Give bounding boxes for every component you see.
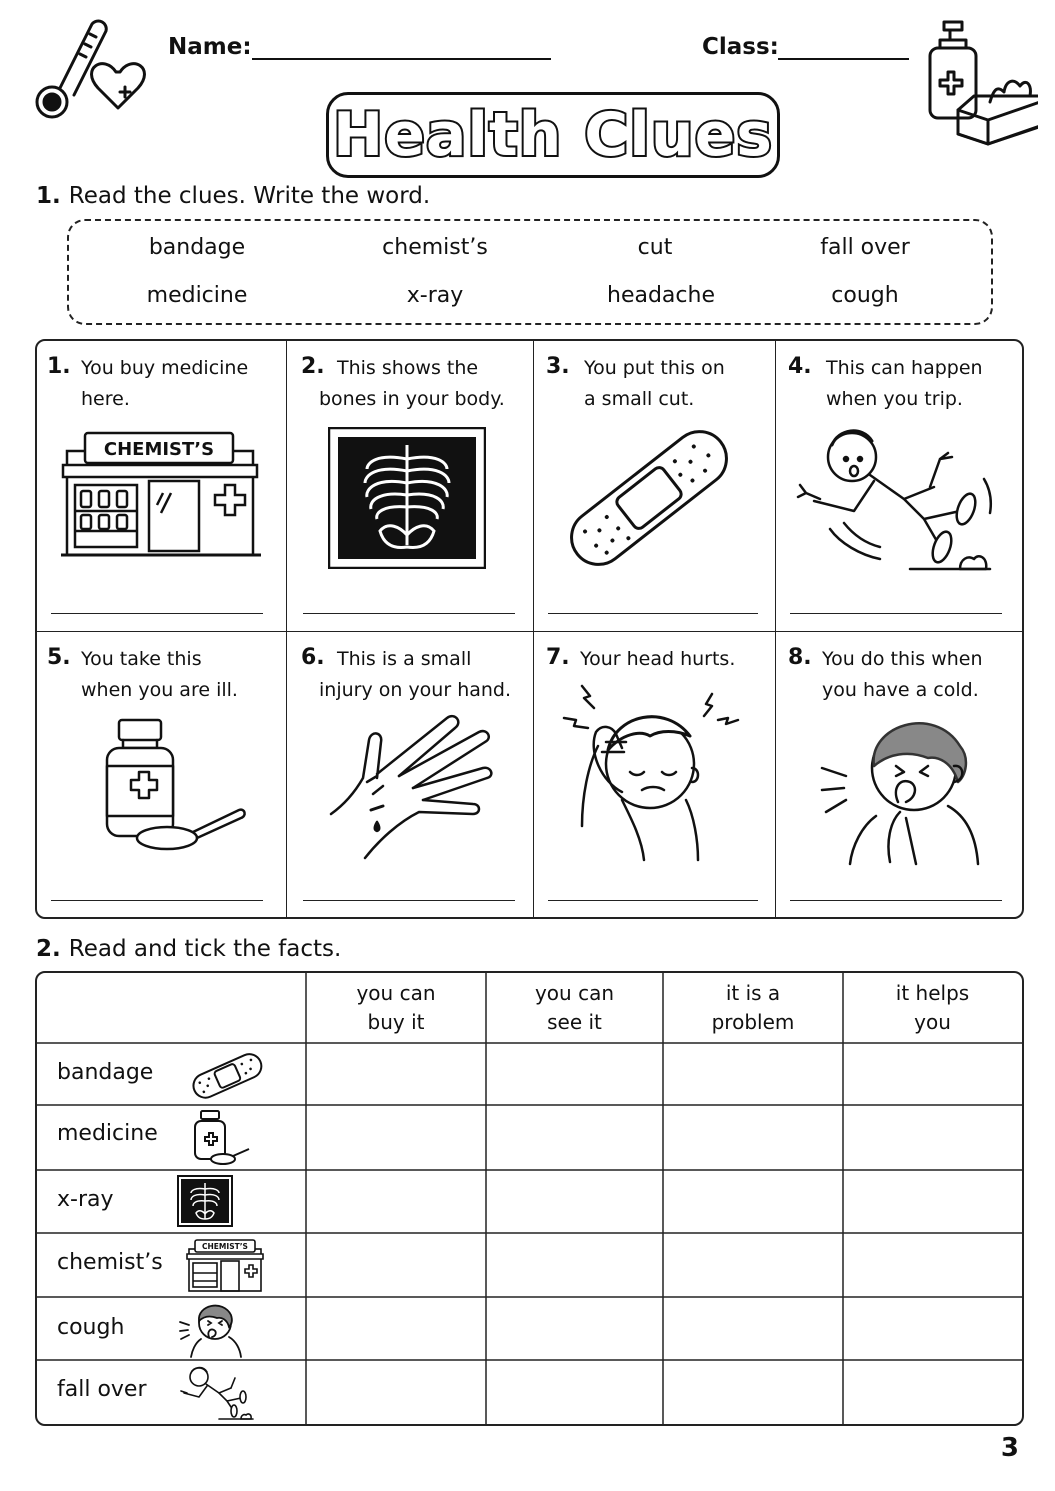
- section2-heading: [36, 936, 341, 962]
- clue-text: You do this when you have a cold.: [822, 648, 983, 701]
- answer-line[interactable]: [548, 900, 758, 901]
- clue-card-6: [287, 632, 534, 917]
- row-label-cough: cough: [57, 1315, 125, 1340]
- answer-line[interactable]: [790, 900, 1002, 901]
- tick-cell[interactable]: [663, 1360, 843, 1424]
- section1-number: 1.: [36, 183, 61, 209]
- clue-card-2: [287, 341, 534, 632]
- x-ray-icon: [177, 1175, 233, 1227]
- cut-hand-icon: [327, 710, 497, 860]
- tick-cell[interactable]: [486, 1043, 663, 1105]
- row-label-fall-over: fall over: [57, 1377, 147, 1402]
- clue-text: This shows the bones in your body.: [319, 357, 505, 410]
- falling-boy-icon: [790, 419, 1000, 579]
- chemist-shop-icon: [59, 431, 263, 561]
- tick-cell[interactable]: [843, 1297, 1022, 1360]
- clue-text: This can happen when you trip.: [826, 357, 983, 410]
- coughing-boy-icon: [816, 706, 996, 866]
- clue-text: You buy medicine here.: [81, 357, 249, 410]
- tick-cell[interactable]: [663, 1233, 843, 1297]
- word-bank-item: bandage: [148, 235, 246, 260]
- tick-cell[interactable]: [486, 1360, 663, 1424]
- medicine-bottle-icon: [101, 718, 247, 852]
- tick-cell[interactable]: [663, 1170, 843, 1233]
- tick-cell[interactable]: [486, 1170, 663, 1233]
- tick-cell[interactable]: [663, 1043, 843, 1105]
- clue-number: 8.: [788, 645, 812, 670]
- bandage-icon: [564, 423, 734, 573]
- clue-text: This is a small injury on your hand.: [319, 648, 512, 701]
- column-header-helps: it helps you: [895, 981, 970, 1034]
- answer-line[interactable]: [51, 613, 263, 614]
- answer-line[interactable]: [548, 613, 758, 614]
- word-bank-item: medicine: [146, 283, 248, 308]
- clue-grid: [35, 339, 1024, 919]
- clue-text: You put this on a small cut.: [584, 357, 725, 410]
- tick-cell[interactable]: [843, 1043, 1022, 1105]
- class-field[interactable]: [778, 58, 909, 60]
- clue-card-7: [534, 632, 776, 917]
- svg-text:CHEMIST’S: CHEMIST’S: [202, 1242, 248, 1251]
- answer-line[interactable]: [303, 900, 515, 901]
- clue-card-8: [776, 632, 1022, 917]
- clue-card-4: [776, 341, 1022, 632]
- clue-number: 4.: [788, 354, 812, 379]
- tick-cell[interactable]: [306, 1297, 486, 1360]
- x-ray-icon: [328, 427, 486, 569]
- answer-line[interactable]: [303, 613, 515, 614]
- word-bank-item: x-ray: [406, 283, 464, 308]
- clue-text: You take this when you are ill.: [81, 648, 238, 701]
- clue-number: 2.: [301, 354, 325, 379]
- column-header-see: you can see it: [534, 981, 615, 1034]
- clue-card-1: [37, 341, 287, 632]
- word-bank-item: headache: [607, 283, 715, 308]
- row-label-bandage: bandage: [57, 1060, 154, 1085]
- word-bank-item: chemist’s: [382, 235, 488, 260]
- tick-cell[interactable]: [306, 1170, 486, 1233]
- name-field[interactable]: [252, 58, 551, 60]
- clue-card-3: [534, 341, 776, 632]
- clue-number: 3.: [546, 354, 570, 379]
- svg-text:CHEMIST’S: CHEMIST’S: [103, 439, 215, 460]
- clue-card-5: [37, 632, 287, 917]
- answer-line[interactable]: [790, 613, 1002, 614]
- tick-cell[interactable]: [306, 1105, 486, 1170]
- section2-instruction: Read and tick the facts.: [68, 936, 342, 962]
- name-label: Name:: [168, 34, 252, 60]
- row-label-x-ray: x-ray: [57, 1187, 114, 1212]
- coughing-boy-icon: [177, 1299, 243, 1359]
- word-bank-item: fall over: [820, 235, 910, 260]
- word-bank-item: cut: [637, 235, 673, 260]
- tick-cell[interactable]: [306, 1233, 486, 1297]
- tick-cell[interactable]: [843, 1233, 1022, 1297]
- clue-number: 7.: [546, 645, 570, 670]
- tick-cell[interactable]: [486, 1105, 663, 1170]
- tick-cell[interactable]: [843, 1105, 1022, 1170]
- clue-number: 6.: [301, 645, 325, 670]
- section2-number: 2.: [36, 936, 61, 962]
- page-title: Health Clues: [333, 100, 773, 170]
- title-banner: [326, 92, 780, 178]
- column-header-buy: you can buy it: [356, 981, 436, 1034]
- tick-cell[interactable]: [843, 1360, 1022, 1424]
- clue-number: 1.: [47, 354, 71, 379]
- word-bank-item: cough: [831, 283, 899, 308]
- bandage-icon: [189, 1049, 265, 1101]
- facts-table: [35, 971, 1024, 1426]
- thermometer-heart-icon: [30, 18, 150, 128]
- class-label: Class:: [702, 34, 779, 60]
- headache-boy-icon: [562, 682, 748, 866]
- clue-number: 5.: [47, 645, 71, 670]
- row-label-medicine: medicine: [57, 1121, 158, 1146]
- word-bank: [67, 219, 993, 325]
- clue-text: Your head hurts.: [580, 648, 736, 670]
- answer-line[interactable]: [51, 900, 263, 901]
- tick-cell[interactable]: [486, 1297, 663, 1360]
- tick-cell[interactable]: [663, 1105, 843, 1170]
- row-label-chemists: chemist’s: [57, 1250, 163, 1275]
- tick-cell[interactable]: [486, 1233, 663, 1297]
- section1-heading: [36, 183, 430, 209]
- sanitizer-tissues-icon: [918, 18, 1038, 146]
- tick-cell[interactable]: [306, 1043, 486, 1105]
- falling-boy-icon: [175, 1363, 255, 1421]
- tick-cell[interactable]: [843, 1170, 1022, 1233]
- tick-cell[interactable]: [663, 1297, 843, 1360]
- chemist-shop-icon: [185, 1239, 265, 1293]
- column-header-problem: it is a problem: [711, 981, 795, 1034]
- medicine-bottle-icon: [191, 1109, 253, 1167]
- page-number: 3: [1000, 1433, 1019, 1463]
- section1-instruction: Read the clues. Write the word.: [68, 183, 431, 209]
- tick-cell[interactable]: [306, 1360, 486, 1424]
